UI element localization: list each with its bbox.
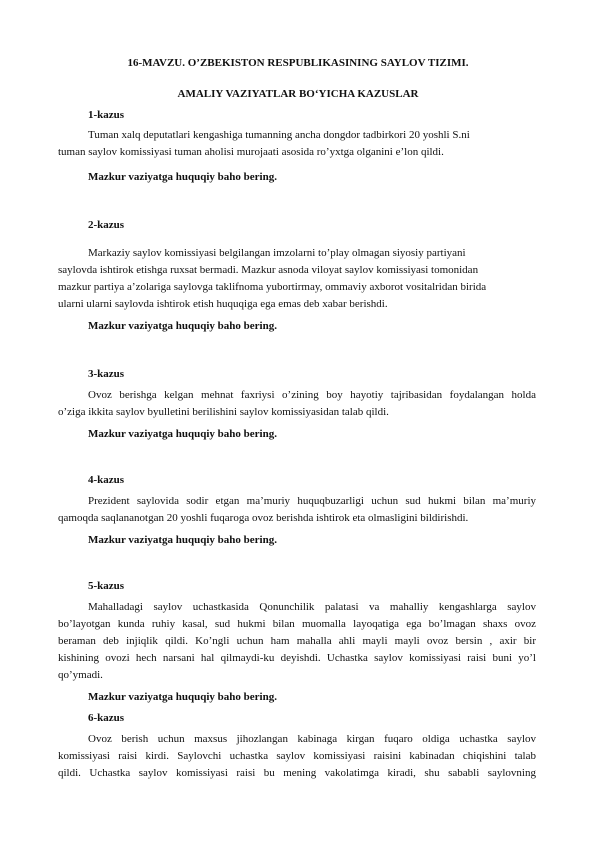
case-instruction: Mazkur vaziyatga huquqiy baho bering. <box>88 171 277 183</box>
case-instruction: Mazkur vaziyatga huquqiy baho bering. <box>88 428 277 440</box>
case-text-line: qildi. Uchastka saylov komissiyasi raisi bu mening vakolatimga kiradi, shu sababli saylovning <box>58 767 536 779</box>
case-instruction: Mazkur vaziyatga huquqiy baho bering. <box>88 691 277 703</box>
case-text-line: Tuman xalq deputatlari kengashiga tumanning ancha dongdor tadbirkori 20 yoshli S.ni <box>88 129 470 141</box>
case-text-line: Prezident saylovida sodir etgan ma’muriy huquqbuzarligi uchun sud hukmi bilan ma’muriy <box>88 495 536 507</box>
document-subtitle: AMALIY VAZIYATLAR BO‘YICHA KAZUSLAR <box>177 88 419 100</box>
case-heading: 1-kazus <box>88 109 125 121</box>
case-text-line: komissiyasi raisi kirdi. Saylovchi uchastka saylov komissiyasi raisini kabinadan chiqishini talab <box>58 750 536 762</box>
case-heading: 4-kazus <box>88 474 125 486</box>
case-text-line: o’ziga ikkita saylov byulletini berilishini saylov komissiyasidan talab qildi. <box>58 406 389 418</box>
case-heading: 2-kazus <box>88 219 125 231</box>
case-text-line: Mahalladagi saylov uchastkasida Qonunchilik palatasi va mahalliy kengashlarga saylov <box>88 601 536 613</box>
case-heading: 3-kazus <box>88 368 125 380</box>
case-heading: 6-kazus <box>88 712 125 724</box>
document-title: 16-MAVZU. O’ZBEKISTON RESPUBLIKASINING SAYLOV TIZIMI. <box>127 57 469 69</box>
case-text-line: Ovoz berishga kelgan mehnat faxriysi o’zining boy hayotiy tajribasidan foydalangan holda <box>88 389 536 401</box>
case-text-line: saylovda ishtirok etishga ruxsat bermadi. Mazkur asnoda viloyat saylov komissiyasi tomonidan <box>58 264 479 276</box>
case-text-line: beraman deb injiqlik qildi. Ko’ngli uchun ham mahalla ahli mayli mayli ovoz bersin , axir bir <box>58 635 536 647</box>
case-text-line: Markaziy saylov komissiyasi belgilangan imzolarni to’play olmagan siyosiy partiyani <box>88 247 466 259</box>
case-instruction: Mazkur vaziyatga huquqiy baho bering. <box>88 320 277 332</box>
case-text-line: Ovoz berish uchun maxsus jihozlangan kabinaga kirgan fuqaro oldiga uchastka saylov <box>88 733 536 745</box>
case-text-line: bo’layotgan kunda ruhiy kasal, sud hukmi bilan muomalla layoqatiga ega bo’lmagan shaxs ovoz <box>58 618 536 630</box>
case-instruction: Mazkur vaziyatga huquqiy baho bering. <box>88 534 277 546</box>
case-text-line: mazkur partiya a’zolariga saylovga taklifnoma yubortirmay, ommaviy axborot vositalridan birida <box>58 281 487 293</box>
case-text-line: kishining ovozi hech narsani hal qilmaydi-ku deyishdi. Uchastka saylov komissiyasi raisi buni yo’l <box>58 652 536 664</box>
case-text-line: tuman saylov komissiyasi tuman aholisi murojaati asosida ro’yxtga olganini e’lon qildi. <box>58 146 444 158</box>
case-text-line: qo’ymadi. <box>58 669 103 681</box>
case-text-line: ularni ularni saylovda ishtirok etish huquqiga ega emas deb xabar berishdi. <box>58 298 388 310</box>
case-text-line: qamoqda saqlananotgan 20 yoshli fuqaroga ovoz berishda ishtirok eta olmasligini bildirishdi. <box>58 512 469 524</box>
case-heading: 5-kazus <box>88 580 125 592</box>
